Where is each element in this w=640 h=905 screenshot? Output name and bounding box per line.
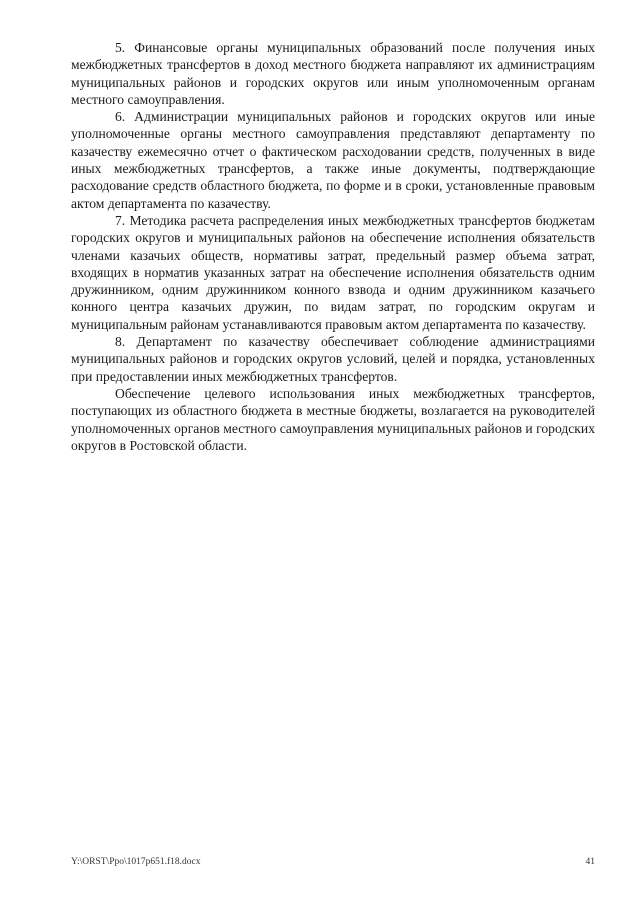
paragraph-responsibility: Обеспечение целевого использования иных межбюджетных трансфертов, поступающих из областного бюджета в местные бюджеты, возлагается на руководителей уполномоченных органов местного самоуправления муниципальных районов и городских округов в Ростовской области. <box>71 385 595 453</box>
paragraph-7: 7. Методика расчета распределения иных межбюджетных трансфертов бюджетам городских округов и муниципальных районов на обеспечение исполнения обязательств членами казачьих обществ, нормативы затрат, предельный размер объема затрат, входящих в норматив указанных затрат на обеспечение исполнения обязательств одним дружинником, одним дружинником конного взвода и одним дружинником казачьего конного центра казачьих дружин, по видам затрат, по городским округам и муниципальным районам устанавливаются правовым актом департамента по казачеству. <box>71 212 595 332</box>
paragraph-8: 8. Департамент по казачеству обеспечивает соблюдение администрациями муниципальных районов и городских округов условий, целей и порядка, установленных при предоставлении иных межбюджетных трансфертов. <box>71 334 595 384</box>
page-body <box>71 39 595 454</box>
paragraph-5: 5. Финансовые органы муниципальных образований после получения иных межбюджетных трансфертов в доход местного бюджета направляют их администрациям муниципальных районов и городских округов или иным уполномоченным органам местного самоуправления. <box>71 40 595 107</box>
paragraph-6: 6. Администрации муниципальных районов и городских округов или иные уполномоченные органы местного самоуправления представляют департаменту по казачеству ежемесячно отчет о фактическом расходовании средств, полученных в виде иных межбюджетных трансфертов, а также иные документы, подтверждающие расходование средств областного бюджета, по форме и в сроки, установленные правовым актом департамента по казачеству. <box>71 109 595 211</box>
footer-file-path: Y:\ORST\Ppo\1017p651.f18.docx <box>71 857 201 867</box>
footer-page-number: 41 <box>585 857 595 867</box>
